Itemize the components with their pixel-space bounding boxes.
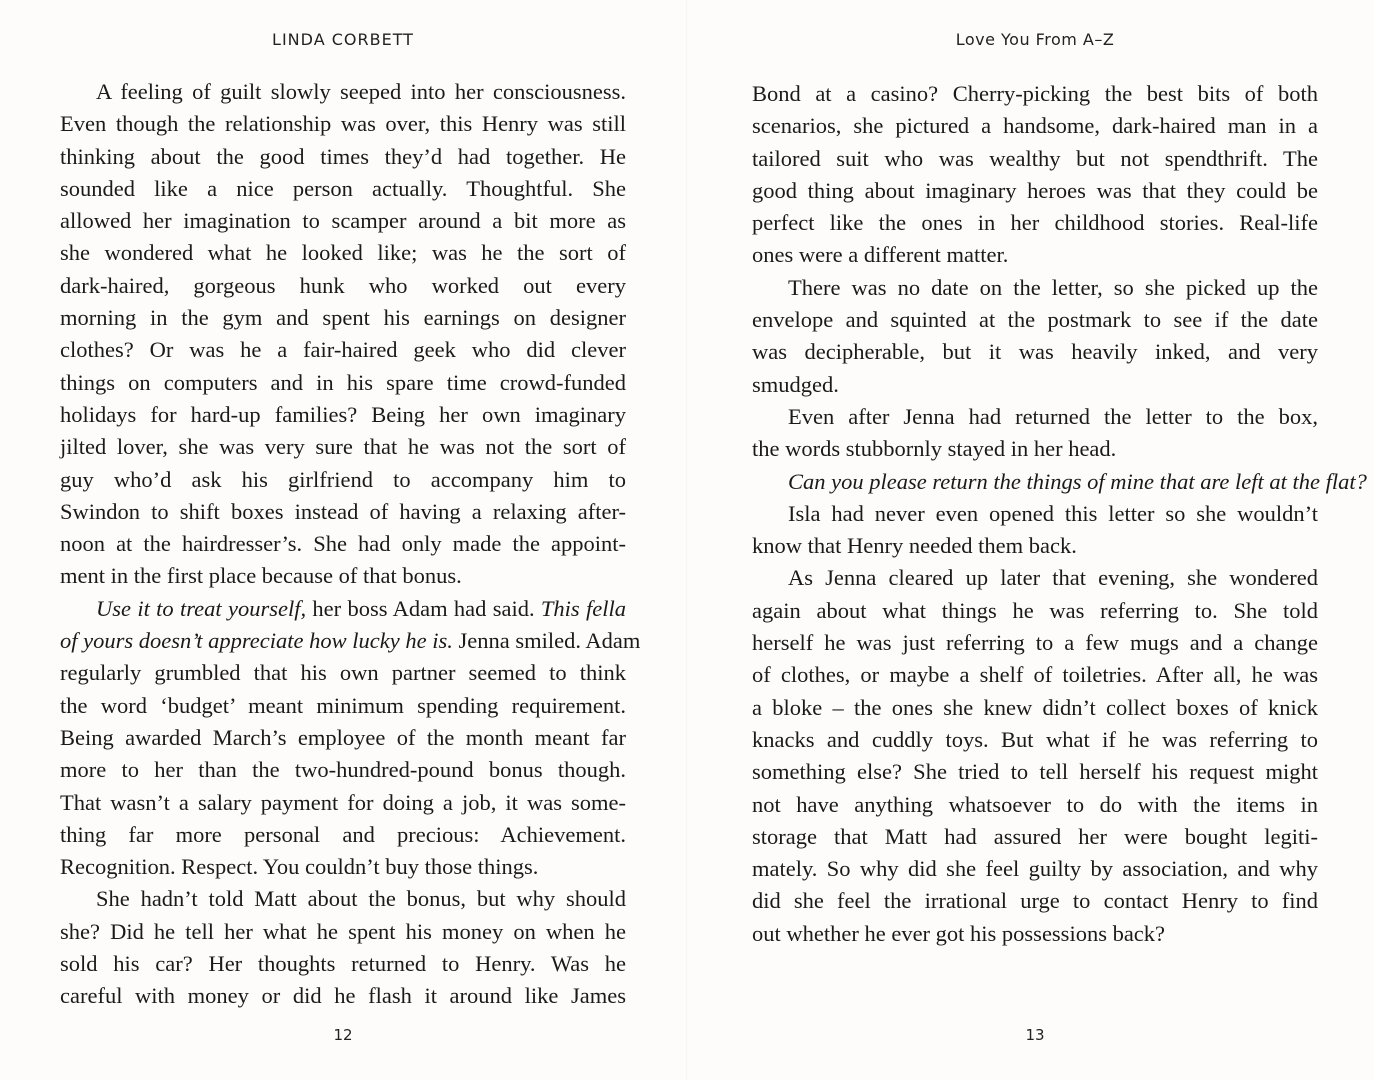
text-line	[60, 625, 641, 657]
text-line: envelope and squinted at the postmark to see if the date	[752, 307, 1318, 333]
text-line: again about what things he was referring to. She told	[752, 597, 1318, 623]
text-line: sounded like a nice person actually. Thoughtful. She	[60, 175, 626, 201]
right-paragraph-block-2	[752, 498, 1318, 950]
text-line: thing far more personal and precious: Achievement.	[60, 821, 626, 847]
text-line: was decipherable, but it was heavily inked, and very	[752, 339, 1318, 365]
text-line: As Jenna cleared up later that evening, she wondered	[788, 565, 1318, 591]
text-line: A feeling of guilt slowly seeped into her consciousness.	[96, 79, 626, 104]
text-line: not have anything whatsoever to do with the items in	[752, 791, 1318, 817]
italic-letter-quote: Can you please return the things of mine that are left at the flat?	[788, 468, 1367, 494]
right-page-body	[752, 78, 1367, 950]
text-line	[60, 593, 626, 625]
text-line: regularly grumbled that his own partner seemed to think	[60, 660, 626, 686]
text-line: That wasn’t a salary payment for doing a job, it was some-	[60, 789, 626, 815]
text-line: holidays for hard-up families? Being her own imaginary	[60, 401, 626, 427]
text-line: more to her than the two-hundred-pound bonus though.	[60, 757, 626, 783]
page-number: 13	[1025, 1026, 1045, 1044]
right-paragraph-block-1	[752, 78, 1318, 466]
text-line: Even though the relationship was over, this Henry was still	[60, 111, 626, 137]
text-line: allowed her imagination to scamper around a bit more as	[60, 208, 626, 234]
text-line: clothes? Or was he a fair-haired geek who did clever	[60, 337, 626, 363]
text-line: ment in the first place because of that bonus.	[60, 563, 462, 589]
text-line: mately. So why did she feel guilty by association, and why	[752, 856, 1318, 882]
text-line: Even after Jenna had returned the letter to the box,	[788, 403, 1318, 429]
text-line: morning in the gym and spent his earnings on designer	[60, 305, 626, 331]
running-head-title: Love You From A–Z	[955, 30, 1115, 49]
right-page	[688, 0, 1374, 1080]
italic-run: of yours doesn’t appreciate how lucky he is.	[60, 628, 453, 654]
text-line: Swindon to shift boxes instead of having a relaxing after-	[60, 498, 626, 524]
text-line: she wondered what he looked like; was he the sort of	[60, 240, 626, 266]
roman-run: her boss Adam had said.	[306, 595, 541, 621]
left-page	[0, 0, 686, 1080]
text-line: scenarios, she pictured a handsome, dark-haired man in a	[752, 113, 1318, 139]
left-paragraph-block-1	[60, 76, 626, 593]
italic-run: This fella	[540, 595, 626, 621]
text-line: noon at the hairdresser’s. She had only made the appoint-	[60, 531, 626, 557]
text-line: Bond at a casino? Cherry-picking the best bits of both	[752, 81, 1318, 106]
left-paragraph-block-2	[60, 657, 626, 1012]
text-line: herself he was just referring to a few mugs and a change	[752, 630, 1318, 656]
text-line: the words stubbornly stayed in her head.	[752, 436, 1117, 462]
text-line: thinking about the good times they’d had together. He	[60, 143, 626, 169]
text-line: did she feel the irrational urge to contact Henry to find	[752, 888, 1318, 914]
italic-run: Use it to treat yourself,	[96, 595, 307, 621]
text-line: out whether he ever got his possessions back?	[752, 920, 1166, 946]
text-line: ones were a different matter.	[752, 242, 1009, 268]
text-line: She hadn’t told Matt about the bonus, but why should	[96, 886, 626, 912]
text-line: she? Did he tell her what he spent his money on when he	[60, 918, 626, 944]
text-line: jilted lover, she was very sure that he was not the sort of	[60, 434, 626, 460]
text-line: Isla had never even opened this letter so she wouldn’t	[788, 500, 1318, 526]
text-line: knacks and cuddly toys. But what if he was referring to	[752, 726, 1318, 752]
text-line: tailored suit who was wealthy but not spendthrift. The	[752, 145, 1318, 171]
text-line: things on computers and in his spare time crowd-funded	[60, 369, 626, 395]
text-line: Being awarded March’s employee of the month meant far	[60, 724, 626, 750]
text-line: something else? She tried to tell herself his request might	[752, 759, 1318, 785]
text-line: storage that Matt had assured her were bought legiti-	[752, 823, 1318, 849]
text-line: guy who’d ask his girlfriend to accompany him to	[60, 466, 626, 492]
text-line: good thing about imaginary heroes was that they could be	[752, 177, 1318, 203]
text-line: There was no date on the letter, so she picked up the	[788, 274, 1318, 300]
text-line: careful with money or did he flash it around like James	[60, 983, 626, 1009]
text-line: know that Henry needed them back.	[752, 533, 1077, 559]
text-line: sold his car? Her thoughts returned to Henry. Was he	[60, 951, 626, 977]
text-line: dark-haired, gorgeous hunk who worked out every	[60, 272, 626, 298]
left-page-body	[60, 76, 641, 1013]
text-line: smudged.	[752, 371, 839, 397]
text-line: Recognition. Respect. You couldn’t buy those things.	[60, 854, 539, 880]
roman-run: Jenna smiled. Adam	[452, 628, 641, 654]
text-line: of clothes, or maybe a shelf of toiletries. After all, he was	[752, 662, 1318, 688]
text-line: the word ‘budget’ meant minimum spending requirement.	[60, 692, 626, 718]
page-number: 12	[333, 1026, 353, 1044]
text-line: a bloke – the ones she knew didn’t collect boxes of knick	[752, 694, 1318, 720]
text-line: perfect like the ones in her childhood stories. Real-life	[752, 210, 1318, 236]
running-head-author: LINDA CORBETT	[272, 30, 414, 49]
